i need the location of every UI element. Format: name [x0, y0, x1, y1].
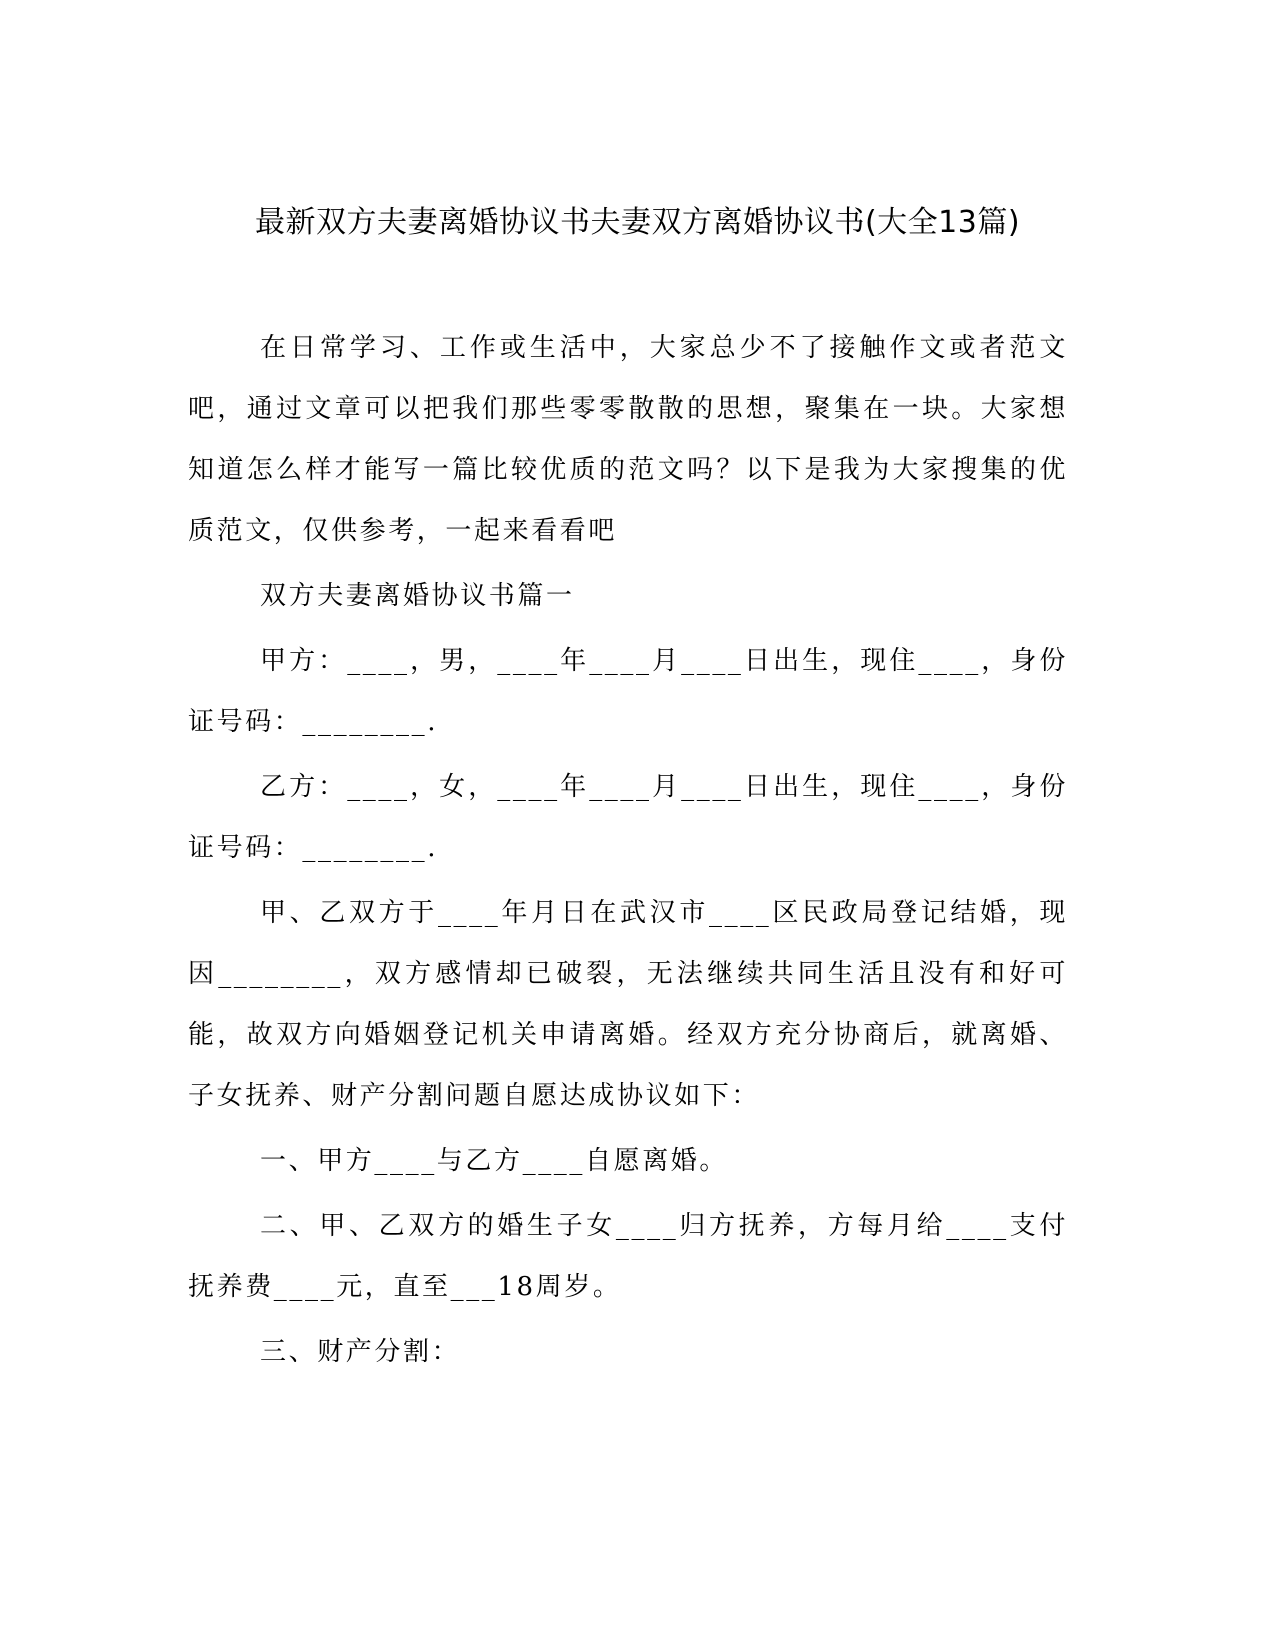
- clause-two: 二、甲、乙双方的婚生子女____归方抚养，方每月给____支付抚养费____元，直至___18周岁。: [188, 1211, 1068, 1302]
- party-a-paragraph: 甲方：____，男，____年____月____日出生，现住____，身份证号码：________.: [188, 646, 1068, 737]
- section-heading: 双方夫妻离婚协议书篇一: [260, 581, 575, 611]
- party-b-paragraph: 乙方：____，女，____年____月____日出生，现住____，身份证号码：________.: [188, 772, 1068, 863]
- clause-one: 一、甲方____与乙方____自愿离婚。: [260, 1146, 729, 1176]
- document-body: [188, 318, 1068, 1383]
- marriage-statement-paragraph: 甲、乙双方于____年月日在武汉市____区民政局登记结婚，现因________，双方感情却已破裂，无法继续共同生活且没有和好可能，故双方向婚姻登记机关申请离婚。经双方充分协商后，就离婚、子女抚养、财产分割问题自愿达成协议如下：: [188, 898, 1068, 1111]
- intro-paragraph: 在日常学习、工作或生活中，大家总少不了接触作文或者范文吧，通过文章可以把我们那些零零散散的思想，聚集在一块。大家想知道怎么样才能写一篇比较优质的范文吗？以下是我为大家搜集的优质范文，仅供参考，一起来看看吧: [188, 333, 1068, 546]
- document-title: 最新双方夫妻离婚协议书夫妻双方离婚协议书(大全13篇): [254, 205, 1021, 240]
- clause-three: 三、财产分割：: [260, 1337, 461, 1367]
